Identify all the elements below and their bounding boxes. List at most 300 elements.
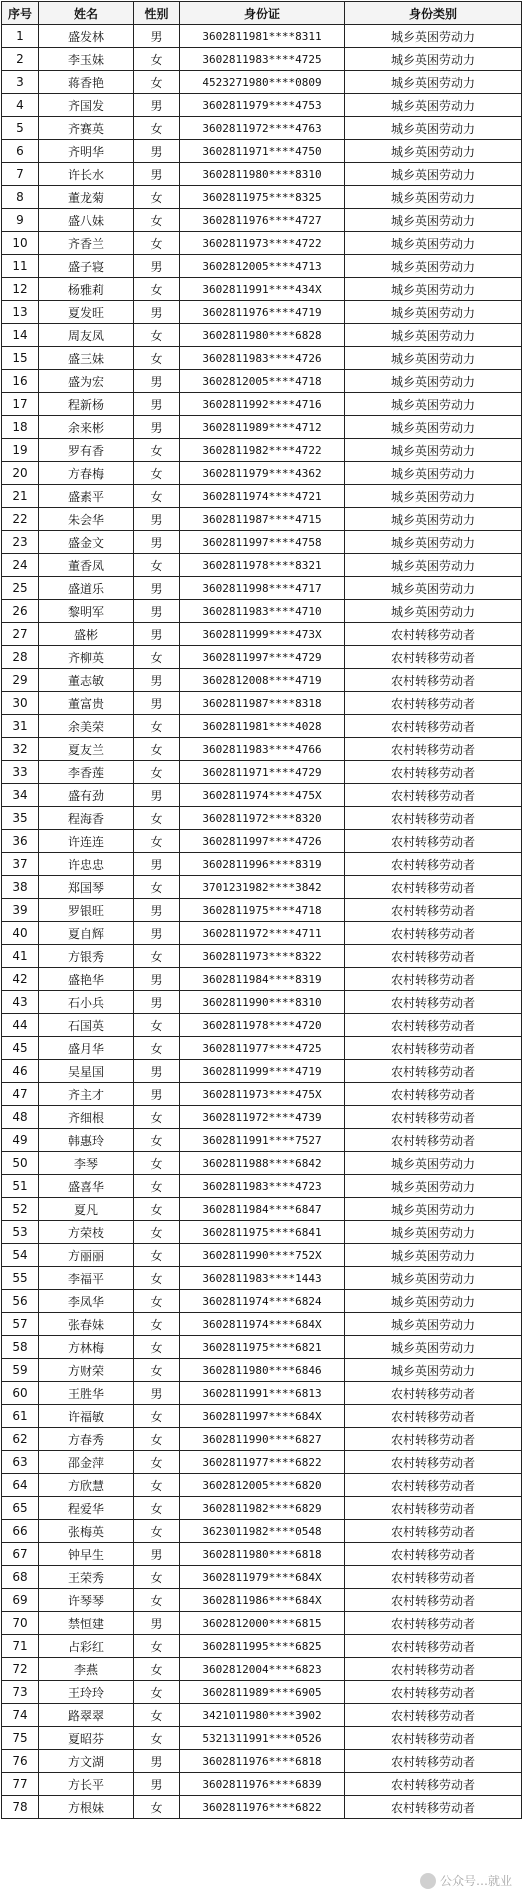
cell-id: 3602811974****475X	[180, 784, 345, 807]
cell-name: 盛子寝	[39, 255, 134, 278]
cell-id: 3602811997****4758	[180, 531, 345, 554]
cell-id: 3623011982****0548	[180, 1520, 345, 1543]
cell-id: 3602811972****4711	[180, 922, 345, 945]
cell-category: 城乡英困劳动力	[345, 1175, 522, 1198]
cell-id: 3602811976****4719	[180, 301, 345, 324]
cell-category: 城乡英困劳动力	[345, 25, 522, 48]
cell-category: 农村转移劳动者	[345, 876, 522, 899]
cell-category: 农村转移劳动者	[345, 715, 522, 738]
cell-seq: 34	[2, 784, 39, 807]
cell-gender: 女	[134, 1014, 180, 1037]
cell-id: 3602811996****8319	[180, 853, 345, 876]
cell-id: 3602811989****4712	[180, 416, 345, 439]
table-row	[2, 554, 522, 577]
cell-seq: 10	[2, 232, 39, 255]
cell-id: 3602811976****6818	[180, 1750, 345, 1773]
roster-table	[1, 1, 522, 1819]
table-row	[2, 1290, 522, 1313]
cell-gender: 女	[134, 1658, 180, 1681]
cell-id: 3602811978****8321	[180, 554, 345, 577]
cell-gender: 女	[134, 1474, 180, 1497]
table-row	[2, 1543, 522, 1566]
cell-name: 钟早生	[39, 1543, 134, 1566]
cell-name: 夏凡	[39, 1198, 134, 1221]
cell-id: 3602811984****6847	[180, 1198, 345, 1221]
cell-seq: 43	[2, 991, 39, 1014]
cell-gender: 女	[134, 945, 180, 968]
cell-name: 罗有香	[39, 439, 134, 462]
table-row	[2, 1313, 522, 1336]
table-row	[2, 1566, 522, 1589]
cell-category: 农村转移劳动者	[345, 1796, 522, 1819]
cell-name: 程新杨	[39, 393, 134, 416]
cell-category: 城乡英困劳动力	[345, 531, 522, 554]
cell-category: 农村转移劳动者	[345, 1566, 522, 1589]
cell-category: 城乡英困劳动力	[345, 1152, 522, 1175]
cell-id: 3602811998****4717	[180, 577, 345, 600]
cell-id: 3602811995****6825	[180, 1635, 345, 1658]
table-row	[2, 899, 522, 922]
table-row	[2, 1152, 522, 1175]
cell-seq: 54	[2, 1244, 39, 1267]
table-row	[2, 508, 522, 531]
cell-seq: 5	[2, 117, 39, 140]
cell-id: 3602811979****4753	[180, 94, 345, 117]
cell-seq: 49	[2, 1129, 39, 1152]
cell-id: 3602811972****4763	[180, 117, 345, 140]
cell-category: 城乡英困劳动力	[345, 140, 522, 163]
cell-gender: 男	[134, 1382, 180, 1405]
table-row	[2, 807, 522, 830]
cell-id: 3602811979****4362	[180, 462, 345, 485]
table-row	[2, 117, 522, 140]
cell-seq: 48	[2, 1106, 39, 1129]
cell-seq: 60	[2, 1382, 39, 1405]
cell-seq: 56	[2, 1290, 39, 1313]
cell-gender: 女	[134, 1313, 180, 1336]
cell-category: 农村转移劳动者	[345, 945, 522, 968]
cell-name: 占彩红	[39, 1635, 134, 1658]
cell-category: 城乡英困劳动力	[345, 1336, 522, 1359]
cell-name: 方春秀	[39, 1428, 134, 1451]
cell-name: 许长水	[39, 163, 134, 186]
table-row	[2, 784, 522, 807]
cell-category: 农村转移劳动者	[345, 738, 522, 761]
cell-seq: 8	[2, 186, 39, 209]
table-row	[2, 1198, 522, 1221]
cell-category: 农村转移劳动者	[345, 1681, 522, 1704]
cell-name: 程海香	[39, 807, 134, 830]
table-row	[2, 25, 522, 48]
table-row	[2, 94, 522, 117]
cell-gender: 男	[134, 301, 180, 324]
cell-id: 3602811999****473X	[180, 623, 345, 646]
cell-category: 城乡英困劳动力	[345, 232, 522, 255]
cell-category: 农村转移劳动者	[345, 991, 522, 1014]
cell-category: 农村转移劳动者	[345, 830, 522, 853]
cell-category: 农村转移劳动者	[345, 1658, 522, 1681]
cell-seq: 76	[2, 1750, 39, 1773]
cell-id: 3602811987****8318	[180, 692, 345, 715]
cell-name: 罗银旺	[39, 899, 134, 922]
cell-id: 3602812005****4718	[180, 370, 345, 393]
table-row	[2, 1635, 522, 1658]
cell-id: 3602811983****4723	[180, 1175, 345, 1198]
cell-name: 方欣慧	[39, 1474, 134, 1497]
table-row	[2, 439, 522, 462]
cell-gender: 女	[134, 876, 180, 899]
cell-name: 董香凤	[39, 554, 134, 577]
cell-gender: 男	[134, 669, 180, 692]
cell-id: 3602811976****6822	[180, 1796, 345, 1819]
cell-gender: 女	[134, 1589, 180, 1612]
table-row	[2, 853, 522, 876]
cell-seq: 23	[2, 531, 39, 554]
table-row	[2, 531, 522, 554]
table-row	[2, 1037, 522, 1060]
cell-category: 农村转移劳动者	[345, 1451, 522, 1474]
cell-gender: 男	[134, 508, 180, 531]
cell-category: 农村转移劳动者	[345, 784, 522, 807]
cell-id: 3602811981****8311	[180, 25, 345, 48]
table-row	[2, 370, 522, 393]
cell-name: 韩惠玲	[39, 1129, 134, 1152]
cell-gender: 男	[134, 370, 180, 393]
cell-id: 3602811988****6842	[180, 1152, 345, 1175]
table-row	[2, 922, 522, 945]
cell-seq: 38	[2, 876, 39, 899]
cell-seq: 18	[2, 416, 39, 439]
table-row	[2, 830, 522, 853]
cell-seq: 42	[2, 968, 39, 991]
cell-gender: 女	[134, 1267, 180, 1290]
cell-id: 3602811991****434X	[180, 278, 345, 301]
cell-id: 3602811997****684X	[180, 1405, 345, 1428]
cell-id: 3602811974****6824	[180, 1290, 345, 1313]
table-row	[2, 1704, 522, 1727]
cell-gender: 女	[134, 646, 180, 669]
cell-id: 3602811973****475X	[180, 1083, 345, 1106]
table-row	[2, 1359, 522, 1382]
table-row	[2, 1106, 522, 1129]
cell-name: 齐主才	[39, 1083, 134, 1106]
cell-id: 3602811986****684X	[180, 1589, 345, 1612]
cell-name: 董龙菊	[39, 186, 134, 209]
cell-id: 3602811983****4766	[180, 738, 345, 761]
cell-gender: 女	[134, 1704, 180, 1727]
cell-gender: 女	[134, 48, 180, 71]
cell-id: 3602811980****6828	[180, 324, 345, 347]
cell-id: 3602811975****4718	[180, 899, 345, 922]
cell-gender: 女	[134, 462, 180, 485]
cell-seq: 70	[2, 1612, 39, 1635]
cell-seq: 1	[2, 25, 39, 48]
cell-category: 农村转移劳动者	[345, 1083, 522, 1106]
cell-seq: 77	[2, 1773, 39, 1796]
cell-category: 城乡英困劳动力	[345, 186, 522, 209]
cell-name: 许福敏	[39, 1405, 134, 1428]
cell-id: 5321311991****0526	[180, 1727, 345, 1750]
cell-category: 农村转移劳动者	[345, 646, 522, 669]
cell-category: 城乡英困劳动力	[345, 1244, 522, 1267]
cell-seq: 30	[2, 692, 39, 715]
cell-seq: 72	[2, 1658, 39, 1681]
cell-category: 城乡英困劳动力	[345, 508, 522, 531]
cell-category: 城乡英困劳动力	[345, 393, 522, 416]
cell-name: 方银秀	[39, 945, 134, 968]
table-row	[2, 646, 522, 669]
cell-gender: 女	[134, 1221, 180, 1244]
table-row	[2, 761, 522, 784]
cell-name: 李燕	[39, 1658, 134, 1681]
cell-name: 夏友兰	[39, 738, 134, 761]
cell-gender: 男	[134, 25, 180, 48]
table-row	[2, 1244, 522, 1267]
cell-category: 城乡英困劳动力	[345, 1198, 522, 1221]
table-row	[2, 1612, 522, 1635]
table-row	[2, 1267, 522, 1290]
cell-gender: 男	[134, 1773, 180, 1796]
cell-seq: 26	[2, 600, 39, 623]
table-header	[2, 2, 522, 25]
cell-category: 农村转移劳动者	[345, 968, 522, 991]
cell-category: 城乡英困劳动力	[345, 577, 522, 600]
cell-id: 3602811980****8310	[180, 163, 345, 186]
cell-name: 齐香兰	[39, 232, 134, 255]
cell-id: 3602811971****4750	[180, 140, 345, 163]
cell-seq: 53	[2, 1221, 39, 1244]
cell-gender: 男	[134, 692, 180, 715]
cell-category: 城乡英困劳动力	[345, 554, 522, 577]
cell-name: 郑国琴	[39, 876, 134, 899]
table-row	[2, 1014, 522, 1037]
cell-name: 杨雅莉	[39, 278, 134, 301]
cell-category: 城乡英困劳动力	[345, 117, 522, 140]
table-row	[2, 278, 522, 301]
cell-name: 石小兵	[39, 991, 134, 1014]
cell-seq: 50	[2, 1152, 39, 1175]
cell-gender: 男	[134, 1543, 180, 1566]
cell-id: 3602811983****4710	[180, 600, 345, 623]
wechat-icon	[420, 1873, 436, 1889]
cell-name: 方林梅	[39, 1336, 134, 1359]
cell-name: 齐赛英	[39, 117, 134, 140]
cell-id: 3602811999****4719	[180, 1060, 345, 1083]
cell-id: 3602811982****4722	[180, 439, 345, 462]
cell-category: 城乡英困劳动力	[345, 600, 522, 623]
table-row	[2, 1520, 522, 1543]
table-row	[2, 301, 522, 324]
cell-gender: 女	[134, 830, 180, 853]
cell-id: 3602812000****6815	[180, 1612, 345, 1635]
table-row	[2, 991, 522, 1014]
cell-gender: 男	[134, 1750, 180, 1773]
table-row	[2, 600, 522, 623]
cell-category: 城乡英困劳动力	[345, 1313, 522, 1336]
table-row	[2, 163, 522, 186]
cell-gender: 男	[134, 531, 180, 554]
cell-category: 农村转移劳动者	[345, 761, 522, 784]
cell-seq: 58	[2, 1336, 39, 1359]
cell-category: 农村转移劳动者	[345, 623, 522, 646]
cell-seq: 35	[2, 807, 39, 830]
cell-id: 3602812004****6823	[180, 1658, 345, 1681]
cell-gender: 女	[134, 1428, 180, 1451]
cell-gender: 女	[134, 1198, 180, 1221]
cell-id: 3602811974****4721	[180, 485, 345, 508]
cell-seq: 9	[2, 209, 39, 232]
table-row	[2, 1336, 522, 1359]
cell-category: 农村转移劳动者	[345, 669, 522, 692]
cell-category: 农村转移劳动者	[345, 1405, 522, 1428]
cell-id: 3602811975****8325	[180, 186, 345, 209]
cell-gender: 女	[134, 232, 180, 255]
table-row	[2, 1129, 522, 1152]
cell-id: 3602811982****6829	[180, 1497, 345, 1520]
header-id: 身份证	[180, 2, 345, 25]
cell-id: 3602811973****8322	[180, 945, 345, 968]
cell-name: 李玉妹	[39, 48, 134, 71]
table-row	[2, 1658, 522, 1681]
cell-id: 3602811975****6821	[180, 1336, 345, 1359]
table-row	[2, 71, 522, 94]
table-row	[2, 1060, 522, 1083]
cell-id: 3602812005****6820	[180, 1474, 345, 1497]
table-row	[2, 876, 522, 899]
cell-seq: 74	[2, 1704, 39, 1727]
cell-gender: 男	[134, 922, 180, 945]
cell-gender: 女	[134, 1727, 180, 1750]
cell-seq: 20	[2, 462, 39, 485]
table-row	[2, 715, 522, 738]
cell-name: 齐柳英	[39, 646, 134, 669]
table-body	[2, 25, 522, 1819]
cell-id: 3602811978****4720	[180, 1014, 345, 1037]
cell-name: 周友凤	[39, 324, 134, 347]
header-name: 姓名	[39, 2, 134, 25]
cell-name: 蒋香艳	[39, 71, 134, 94]
table-row	[2, 945, 522, 968]
table-row	[2, 738, 522, 761]
cell-seq: 13	[2, 301, 39, 324]
cell-category: 城乡英困劳动力	[345, 1221, 522, 1244]
cell-name: 余美荣	[39, 715, 134, 738]
table-row	[2, 186, 522, 209]
cell-seq: 73	[2, 1681, 39, 1704]
cell-name: 路翠翠	[39, 1704, 134, 1727]
table-row	[2, 1221, 522, 1244]
table-row	[2, 1451, 522, 1474]
cell-seq: 64	[2, 1474, 39, 1497]
cell-id: 3602811992****4716	[180, 393, 345, 416]
table-row	[2, 1796, 522, 1819]
cell-gender: 男	[134, 1083, 180, 1106]
cell-seq: 40	[2, 922, 39, 945]
cell-seq: 61	[2, 1405, 39, 1428]
cell-category: 农村转移劳动者	[345, 1727, 522, 1750]
cell-name: 许连连	[39, 830, 134, 853]
cell-category: 城乡英困劳动力	[345, 347, 522, 370]
cell-name: 夏昭芬	[39, 1727, 134, 1750]
cell-gender: 女	[134, 278, 180, 301]
cell-category: 农村转移劳动者	[345, 1750, 522, 1773]
cell-seq: 2	[2, 48, 39, 71]
cell-name: 李凤华	[39, 1290, 134, 1313]
cell-name: 方丽丽	[39, 1244, 134, 1267]
cell-seq: 67	[2, 1543, 39, 1566]
cell-gender: 男	[134, 163, 180, 186]
cell-category: 城乡英困劳动力	[345, 278, 522, 301]
table-row	[2, 1497, 522, 1520]
cell-gender: 女	[134, 1796, 180, 1819]
cell-seq: 3	[2, 71, 39, 94]
cell-name: 盛道乐	[39, 577, 134, 600]
cell-name: 程爱华	[39, 1497, 134, 1520]
cell-name: 许忠忠	[39, 853, 134, 876]
cell-gender: 男	[134, 1060, 180, 1083]
cell-category: 农村转移劳动者	[345, 1635, 522, 1658]
cell-category: 城乡英困劳动力	[345, 416, 522, 439]
cell-category: 城乡英困劳动力	[345, 485, 522, 508]
header-category: 身份类别	[345, 2, 522, 25]
cell-gender: 女	[134, 1451, 180, 1474]
cell-category: 农村转移劳动者	[345, 853, 522, 876]
cell-name: 方荣枝	[39, 1221, 134, 1244]
cell-gender: 女	[134, 1106, 180, 1129]
cell-id: 3602811977****6822	[180, 1451, 345, 1474]
cell-gender: 女	[134, 485, 180, 508]
cell-name: 许琴琴	[39, 1589, 134, 1612]
cell-id: 3602811991****6813	[180, 1382, 345, 1405]
cell-name: 盛喜华	[39, 1175, 134, 1198]
cell-gender: 女	[134, 1635, 180, 1658]
cell-category: 城乡英困劳动力	[345, 48, 522, 71]
cell-name: 盛金文	[39, 531, 134, 554]
cell-id: 3602811983****1443	[180, 1267, 345, 1290]
cell-category: 农村转移劳动者	[345, 1612, 522, 1635]
cell-name: 朱会华	[39, 508, 134, 531]
cell-category: 农村转移劳动者	[345, 1060, 522, 1083]
cell-seq: 11	[2, 255, 39, 278]
cell-name: 禁恒建	[39, 1612, 134, 1635]
cell-gender: 男	[134, 1612, 180, 1635]
cell-gender: 男	[134, 991, 180, 1014]
cell-name: 盛八妹	[39, 209, 134, 232]
cell-name: 黎明军	[39, 600, 134, 623]
cell-gender: 女	[134, 1152, 180, 1175]
cell-gender: 女	[134, 554, 180, 577]
cell-name: 盛为宏	[39, 370, 134, 393]
table-row	[2, 1382, 522, 1405]
cell-category: 城乡英困劳动力	[345, 324, 522, 347]
cell-gender: 女	[134, 1497, 180, 1520]
cell-seq: 32	[2, 738, 39, 761]
cell-seq: 28	[2, 646, 39, 669]
cell-name: 盛有劲	[39, 784, 134, 807]
cell-seq: 66	[2, 1520, 39, 1543]
cell-category: 城乡英困劳动力	[345, 71, 522, 94]
cell-id: 3602811990****6827	[180, 1428, 345, 1451]
cell-seq: 36	[2, 830, 39, 853]
cell-id: 3602811990****752X	[180, 1244, 345, 1267]
cell-category: 城乡英困劳动力	[345, 94, 522, 117]
table-row	[2, 1428, 522, 1451]
cell-gender: 女	[134, 209, 180, 232]
cell-name: 盛三妹	[39, 347, 134, 370]
cell-id: 3602812008****4719	[180, 669, 345, 692]
cell-seq: 45	[2, 1037, 39, 1060]
cell-gender: 男	[134, 140, 180, 163]
